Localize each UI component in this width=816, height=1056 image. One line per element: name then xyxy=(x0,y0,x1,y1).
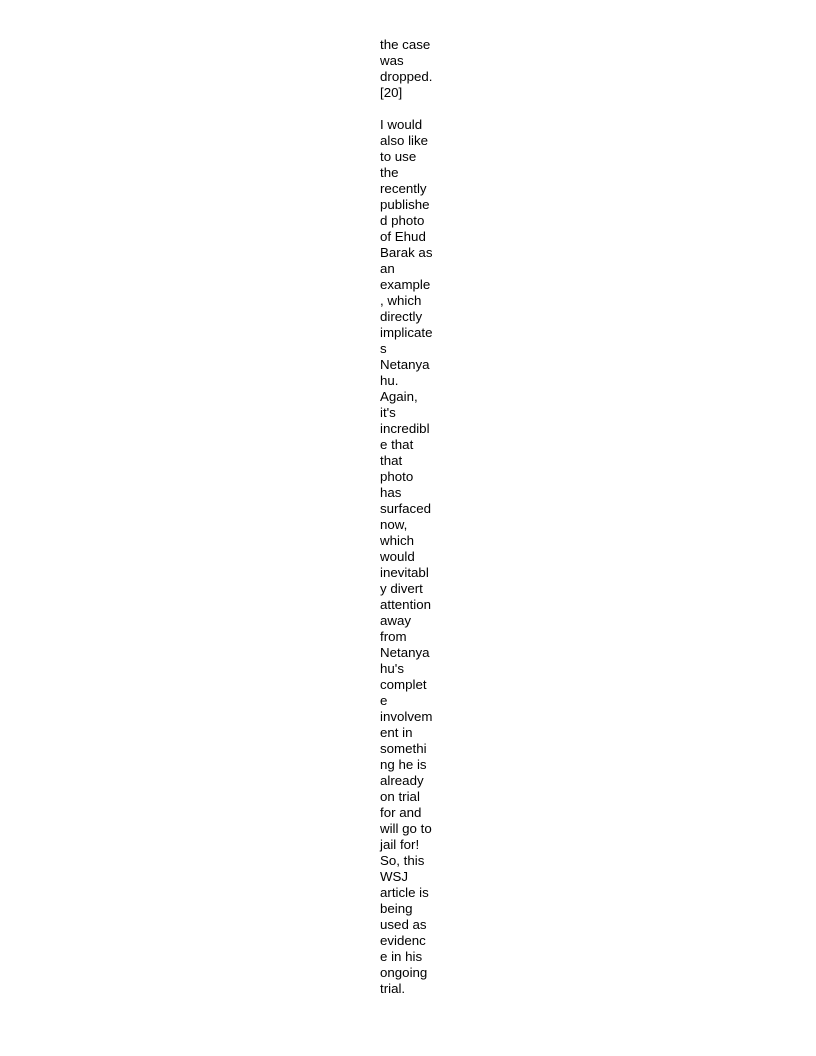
text-line: [20] xyxy=(380,85,403,100)
text-line: somethi xyxy=(380,741,427,756)
text-line: on trial xyxy=(380,789,420,804)
text-line: recently xyxy=(380,181,427,196)
text-column xyxy=(380,37,450,997)
text-line: directly xyxy=(380,309,423,324)
text-line: hu's xyxy=(380,661,404,676)
text-line: y divert xyxy=(380,581,423,596)
paragraph xyxy=(380,117,450,997)
text-line: e that xyxy=(380,437,414,452)
text-line: complet xyxy=(380,677,427,692)
text-line: trial. xyxy=(380,981,406,996)
text-line: I would xyxy=(380,117,423,132)
text-line: article is xyxy=(380,885,429,900)
text-line: Netanya xyxy=(380,645,430,660)
text-line: surfaced xyxy=(380,501,431,516)
text-line: was xyxy=(380,53,404,68)
text-line: used as xyxy=(380,917,427,932)
text-line: involvem xyxy=(380,709,433,724)
text-line: already xyxy=(380,773,424,788)
text-line: ongoing xyxy=(380,965,428,980)
text-line: also like xyxy=(380,133,429,148)
text-line: hu. xyxy=(380,373,399,388)
text-line: from xyxy=(380,629,407,644)
text-line: inevitabl xyxy=(380,565,429,580)
text-line: dropped. xyxy=(380,69,433,84)
text-line: s xyxy=(380,341,387,356)
text-line: ent in xyxy=(380,725,413,740)
text-line: which xyxy=(380,533,414,548)
text-line: an xyxy=(380,261,395,276)
text-line: So, this xyxy=(380,853,425,868)
text-line: photo xyxy=(380,469,414,484)
text-line: implicate xyxy=(380,325,433,340)
text-line: evidenc xyxy=(380,933,426,948)
text-line: Netanya xyxy=(380,357,430,372)
text-line: it's xyxy=(380,405,396,420)
text-line: incredibl xyxy=(380,421,430,436)
text-line: WSJ xyxy=(380,869,409,884)
text-line: ng he is xyxy=(380,757,427,772)
text-line: attention xyxy=(380,597,432,612)
text-line: the case xyxy=(380,37,431,52)
text-line: of Ehud xyxy=(380,229,426,244)
text-line: to use xyxy=(380,149,417,164)
text-line: jail for! xyxy=(380,837,420,852)
text-line: d photo xyxy=(380,213,425,228)
text-line: being xyxy=(380,901,413,916)
text-line: has xyxy=(380,485,402,500)
text-line: , which xyxy=(380,293,422,308)
text-line: e xyxy=(380,693,388,708)
text-line: e in his xyxy=(380,949,423,964)
paragraph xyxy=(380,37,450,101)
text-line: Again, xyxy=(380,389,418,404)
text-line: for and xyxy=(380,805,422,820)
text-line: Barak as xyxy=(380,245,433,260)
text-line: away xyxy=(380,613,412,628)
text-line: publishe xyxy=(380,197,430,212)
text-line: would xyxy=(380,549,415,564)
text-line: example xyxy=(380,277,431,292)
text-line: the xyxy=(380,165,399,180)
text-line: will go to xyxy=(380,821,432,836)
text-line: that xyxy=(380,453,403,468)
text-line: now, xyxy=(380,517,408,532)
